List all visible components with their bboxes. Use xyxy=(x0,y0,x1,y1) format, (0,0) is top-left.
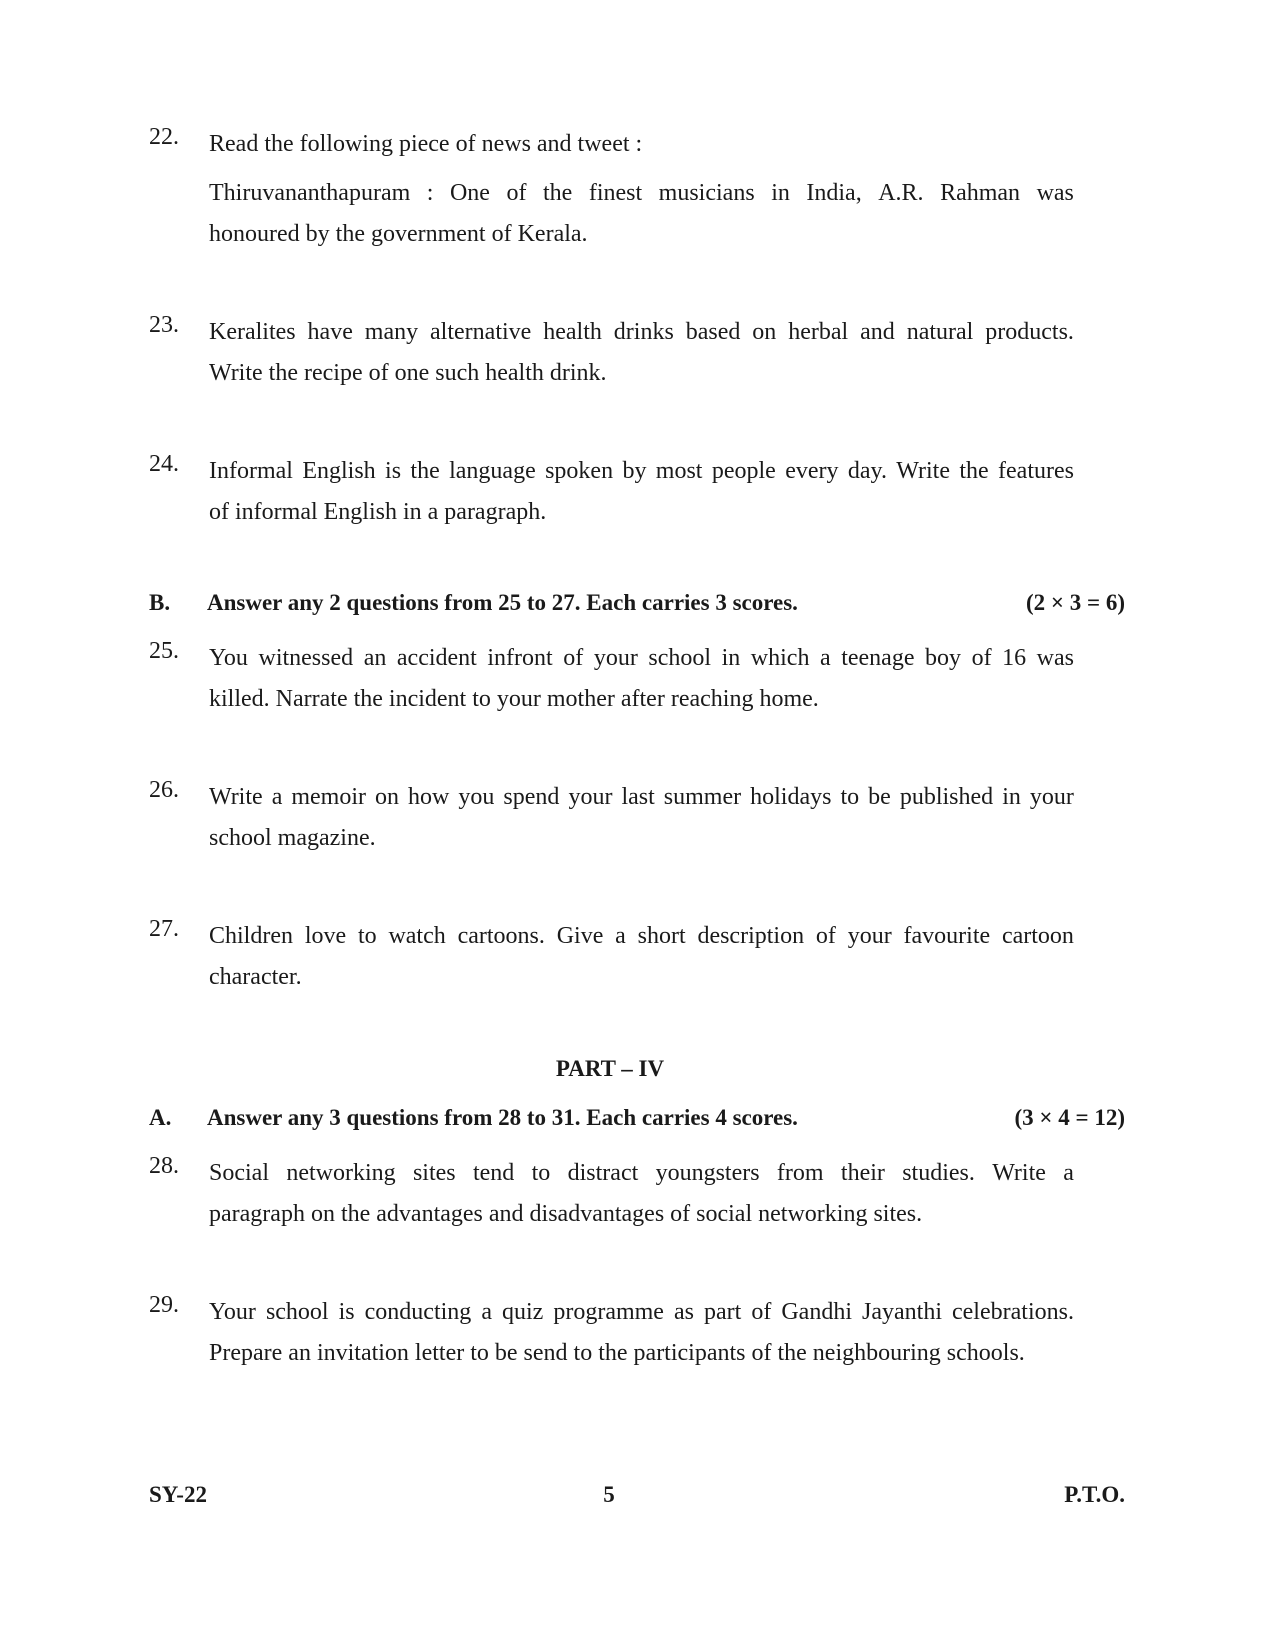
part-title: PART – IV xyxy=(555,1056,665,1081)
word: products. xyxy=(985,319,1074,345)
question-number: 27. xyxy=(149,916,179,942)
word: based xyxy=(685,319,741,345)
section-marks: (3 × 4 = 12) xyxy=(1014,1105,1125,1130)
word: language xyxy=(449,458,536,484)
word: by xyxy=(622,458,647,484)
word: Thiruvananthapuram xyxy=(209,180,411,206)
word: be xyxy=(868,784,891,810)
question-number: 29. xyxy=(149,1292,179,1318)
word: natural xyxy=(906,319,974,345)
word: in xyxy=(721,645,741,671)
word: Write xyxy=(992,1160,1046,1186)
section-letter: A. xyxy=(149,1105,172,1130)
question-number: 22. xyxy=(149,124,179,150)
word: witnessed xyxy=(258,645,354,671)
word: people xyxy=(711,458,776,484)
word: of xyxy=(971,645,992,671)
word: Social xyxy=(209,1160,269,1186)
word: accident xyxy=(396,645,477,671)
word: Informal xyxy=(209,458,293,484)
word: your xyxy=(1029,784,1074,810)
word: to xyxy=(840,784,860,810)
word: published xyxy=(899,784,994,810)
word: your xyxy=(593,645,638,671)
word: memoir xyxy=(291,784,367,810)
word: you xyxy=(458,784,495,810)
word: their xyxy=(840,1160,885,1186)
word: love xyxy=(304,923,347,949)
word: holidays xyxy=(750,784,832,810)
question-line xyxy=(209,1153,1074,1194)
word: features xyxy=(998,458,1074,484)
word: on xyxy=(752,319,777,345)
word: : xyxy=(426,180,434,206)
word: drinks xyxy=(613,319,674,345)
word: alternative xyxy=(430,319,532,345)
question-number: 23. xyxy=(149,312,179,338)
word: many xyxy=(364,319,419,345)
word: Gandhi xyxy=(781,1299,852,1325)
word: youngsters xyxy=(655,1160,760,1186)
question-text xyxy=(209,312,1074,394)
word: your xyxy=(847,923,892,949)
word: was xyxy=(1036,645,1074,671)
word: which xyxy=(750,645,810,671)
word: last xyxy=(621,784,655,810)
section-instruction: Answer any 3 questions from 28 to 31. Each carries 4 scores. xyxy=(207,1105,798,1130)
word: school xyxy=(648,645,712,671)
word: description xyxy=(697,923,805,949)
section-marks: (2 × 3 = 6) xyxy=(1025,590,1125,615)
question-text xyxy=(209,1292,1074,1374)
word: spoken xyxy=(545,458,614,484)
word: celebrations. xyxy=(952,1299,1074,1325)
word: was xyxy=(1036,180,1074,206)
word: Children xyxy=(209,923,293,949)
word: sites xyxy=(412,1160,456,1186)
word: every xyxy=(785,458,839,484)
question-line xyxy=(209,638,1074,679)
section-letter: B. xyxy=(149,590,171,615)
word: cartoons. xyxy=(457,923,545,949)
word: to xyxy=(357,923,377,949)
word: infront xyxy=(487,645,553,671)
word: to xyxy=(531,1160,551,1186)
question-line xyxy=(209,916,1074,957)
question-line: Write the recipe of one such health drink. xyxy=(209,360,607,386)
please-turn-over: P.T.O. xyxy=(1064,1482,1125,1507)
word: Write xyxy=(896,458,950,484)
word: an xyxy=(363,645,387,671)
word: Rahman xyxy=(940,180,1021,206)
question-line: Prepare an invitation letter to be send to the participants of the neighbouring schools. xyxy=(209,1340,1025,1366)
word: in xyxy=(771,180,790,206)
news-line: honoured by the government of Kerala. xyxy=(209,221,588,247)
question-line: paragraph on the advantages and disadvantages of social networking sites. xyxy=(209,1201,923,1227)
question-line xyxy=(209,1292,1074,1333)
question-line: killed. Narrate the incident to your mother after reaching home. xyxy=(209,686,819,712)
question-number: 25. xyxy=(149,638,179,664)
word: a xyxy=(481,1299,492,1325)
word: Your xyxy=(209,1299,256,1325)
section-instruction: Answer any 2 questions from 25 to 27. Each carries 3 scores. xyxy=(207,590,798,615)
word: studies. xyxy=(902,1160,975,1186)
word: teenage xyxy=(841,645,915,671)
word: the xyxy=(410,458,440,484)
word: cartoon xyxy=(1001,923,1074,949)
word: Keralites xyxy=(209,319,296,345)
word: day. xyxy=(847,458,887,484)
word: a xyxy=(820,645,831,671)
word: musicians xyxy=(658,180,755,206)
word: and xyxy=(860,319,895,345)
word: of xyxy=(563,645,584,671)
word: networking xyxy=(286,1160,396,1186)
question-number: 24. xyxy=(149,451,179,477)
word: favourite xyxy=(903,923,991,949)
question-text xyxy=(209,451,1074,533)
word: health xyxy=(543,319,602,345)
word: finest xyxy=(588,180,643,206)
word: India, xyxy=(806,180,862,206)
word: quiz xyxy=(501,1299,544,1325)
word: watch xyxy=(388,923,446,949)
word: your xyxy=(568,784,613,810)
question-line xyxy=(209,451,1074,492)
word: from xyxy=(776,1160,824,1186)
word: a xyxy=(271,784,283,810)
question-text xyxy=(209,916,1074,998)
question-line xyxy=(209,312,1074,353)
question-line: of informal English in a paragraph. xyxy=(209,499,547,525)
word: of xyxy=(751,1299,772,1325)
page-number: 5 xyxy=(603,1482,615,1507)
word: on xyxy=(375,784,400,810)
word: You xyxy=(209,645,248,671)
word: is xyxy=(338,1299,355,1325)
question-line: character. xyxy=(209,964,302,990)
word: tend xyxy=(472,1160,515,1186)
word: of xyxy=(506,180,527,206)
word: Jayanthi xyxy=(862,1299,942,1325)
word: is xyxy=(385,458,402,484)
word: boy xyxy=(925,645,962,671)
word: how xyxy=(408,784,450,810)
word: Give xyxy=(556,923,604,949)
word: A.R. xyxy=(878,180,924,206)
question-line: school magazine. xyxy=(209,825,376,851)
word: spend xyxy=(503,784,560,810)
word: as xyxy=(673,1299,694,1325)
news-line xyxy=(209,173,1074,214)
word: have xyxy=(307,319,353,345)
word: distract xyxy=(567,1160,639,1186)
word: conducting xyxy=(364,1299,472,1325)
question-line xyxy=(209,777,1074,818)
question-line: Read the following piece of news and tweet : xyxy=(209,131,643,157)
word: the xyxy=(542,180,573,206)
paper-code: SY-22 xyxy=(149,1482,207,1507)
word: a xyxy=(1063,1160,1074,1186)
word: a xyxy=(615,923,626,949)
word: English xyxy=(302,458,376,484)
question-text xyxy=(209,638,1074,720)
word: herbal xyxy=(788,319,849,345)
word: part xyxy=(703,1299,742,1325)
question-text xyxy=(209,124,1074,255)
word: programme xyxy=(553,1299,664,1325)
question-number: 26. xyxy=(149,777,179,803)
word: the xyxy=(959,458,989,484)
word: One xyxy=(449,180,490,206)
word: most xyxy=(655,458,703,484)
word: in xyxy=(1002,784,1021,810)
word: of xyxy=(815,923,836,949)
question-text xyxy=(209,1153,1074,1235)
word: Write xyxy=(209,784,263,810)
word: summer xyxy=(663,784,742,810)
question-text xyxy=(209,777,1074,859)
word: short xyxy=(637,923,686,949)
question-number: 28. xyxy=(149,1153,179,1179)
word: school xyxy=(265,1299,329,1325)
word: 16 xyxy=(1002,645,1027,671)
